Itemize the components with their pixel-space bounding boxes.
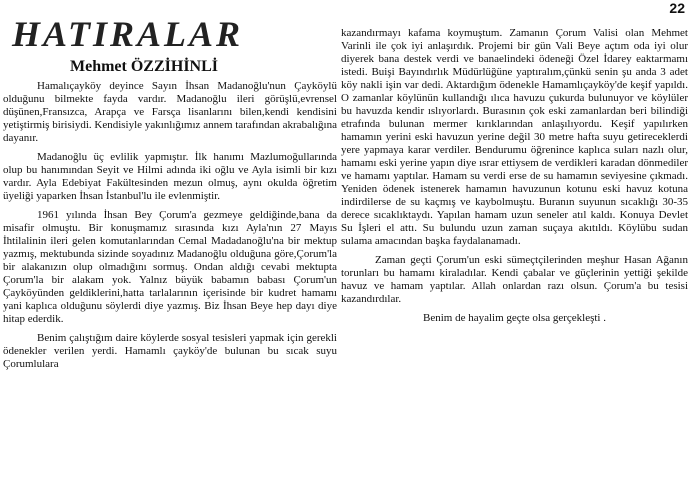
paragraph: kazandırmayı kafama koymuştum. Zamanın Çorum Valisi olan Mehmet Varinli ile çok iyi anlaşırdık. Projemi bir gün Vali Beye açtım oda iyi olur diyerek bana destek verdi ve banaelindeki ödeneği Özel İdarey eaktarmamı istedi. Buişi Bayındırlık Müdürlüğüne yaptıralım,çünkü senin şu anda 3 adet köy nakli işin var dedi. Aktardığım ödenekle Hamamlıçayköy'de keşif yapıldı. O zamanlar köylünün kullandığı ılıca havuzu çukurda bulunuyor ve köylüler bu havuzda kendir ıslıyorlardı. Burasının çok eski zamanlardan beri bilindiği etrafında bulunan mermer kırıklarından anlaşılıyordu. Keşif yapılırken hamamın yerini eski havuzun yerine değil 30 metre hafta suyu getireceklerdi yere yapmaya karar verdiler. Bendurumu öğrenince kaplıca suları nazlı olur, hamamı eski yerine yapın diye ısrar ettiysem de verdikleri karadan dönmediler ve hamamı yaptılar. Hamam su verdi erse de su hamamın seviyesine çıkmadı. Yeniden ödenek istenerek hamamın havuzunun kotunu eski havuz kotuna indirdilerse de su kaçmış ve kaybolmuştu. Buranın suyunun sıcaklığı 30-35 derece sıcaklıktaydı. Yapılan hamam uzun seneler atıl kaldı. Konuya Devlet Su İşleri el attı. Su bulundu uzun zaman suçaya akıtıldı. Köylübu sudan sulama amacından başka faydalanamadı. [341,27,688,247]
author-name: Mehmet ÖZZİHİNLİ [70,58,218,75]
article-title: HATIRALAR [12,14,244,54]
paragraph: 1961 yılında İhsan Bey Çorum'a gezmeye geldiğinde,bana da misafir olmuştu. Bir konuşmamız sırasında kızı Ayla'nın 27 Mayıs İhtilalinin ileri gelen komutanlarından Cemal Madadanoğlu'na bir mektup yazmış, mektubunda sizinde soyadınız Madanoğlu olduğuna göre,Çorum'la bir alakanızın olup olmadığını sormuş. Ondan aldığı cevabi mektupta Çorum'la bir alakam yok. Yalnız büyük babamın babası Çorum'un Çayköyünden geldiklerini,hatta tarlalarının içerisinde bir kudret hamamı yani kaplıca olduğunu söylerdi diye yazmış. Biz İhsan Beye hep dayı diye hitap ederdik. [3,209,337,325]
paragraph: Madanoğlu üç evlilik yapmıştır. İlk hanımı Mazlumoğullarında olup bu hanımından Seyit ve Hilmi adında iki oğlu ve Ayla isimli bir kızı vardır. Ayla Edebiyat Fakültesinden mezun olmuş, aynı okulda öğretim üyeliği yaparken İhsan İstanbul'lu ile evlenmiştir. [3,151,337,202]
closing-line: Benim de hayalim geçte olsa gerçekleşti . [423,312,606,324]
left-column [3,80,337,377]
right-column [341,27,688,331]
paragraph: Hamalıçayköy deyince Sayın İhsan Madanoğlu'nun Çayköylü olduğunu bilmekte fayda vardır. Madanoğlu ileri görüşlü,evrensel düşünen,Fransızca, Arapça ve Farsça lisanlarını bilen,kendi kendisini yetiştirmiş birisiydi. Kendisiyle yakınlığımız annem tarafından akrabalığına dayanır. [3,80,337,144]
page-number: 22 [669,0,685,16]
paragraph: Benim çalıştığım daire köylerde sosyal tesisleri yapmak için gerekli ödenekler verilen yerdi. Hamamlı çayköy'de bulunan bu sıcak suyu Çorumlulara [3,332,337,370]
paragraph: Zaman geçti Çorum'un eski sümeçtçilerinden meşhur Hasan Ağanın torunları bu hamamı kiraladılar. Kendi çabalar ve güçlerinin yettiği şekilde havuz ve hamam yaptılar. Allah onlardan razı olsun. Çorum'a bu tesisi kazandırdılar. [341,254,688,305]
